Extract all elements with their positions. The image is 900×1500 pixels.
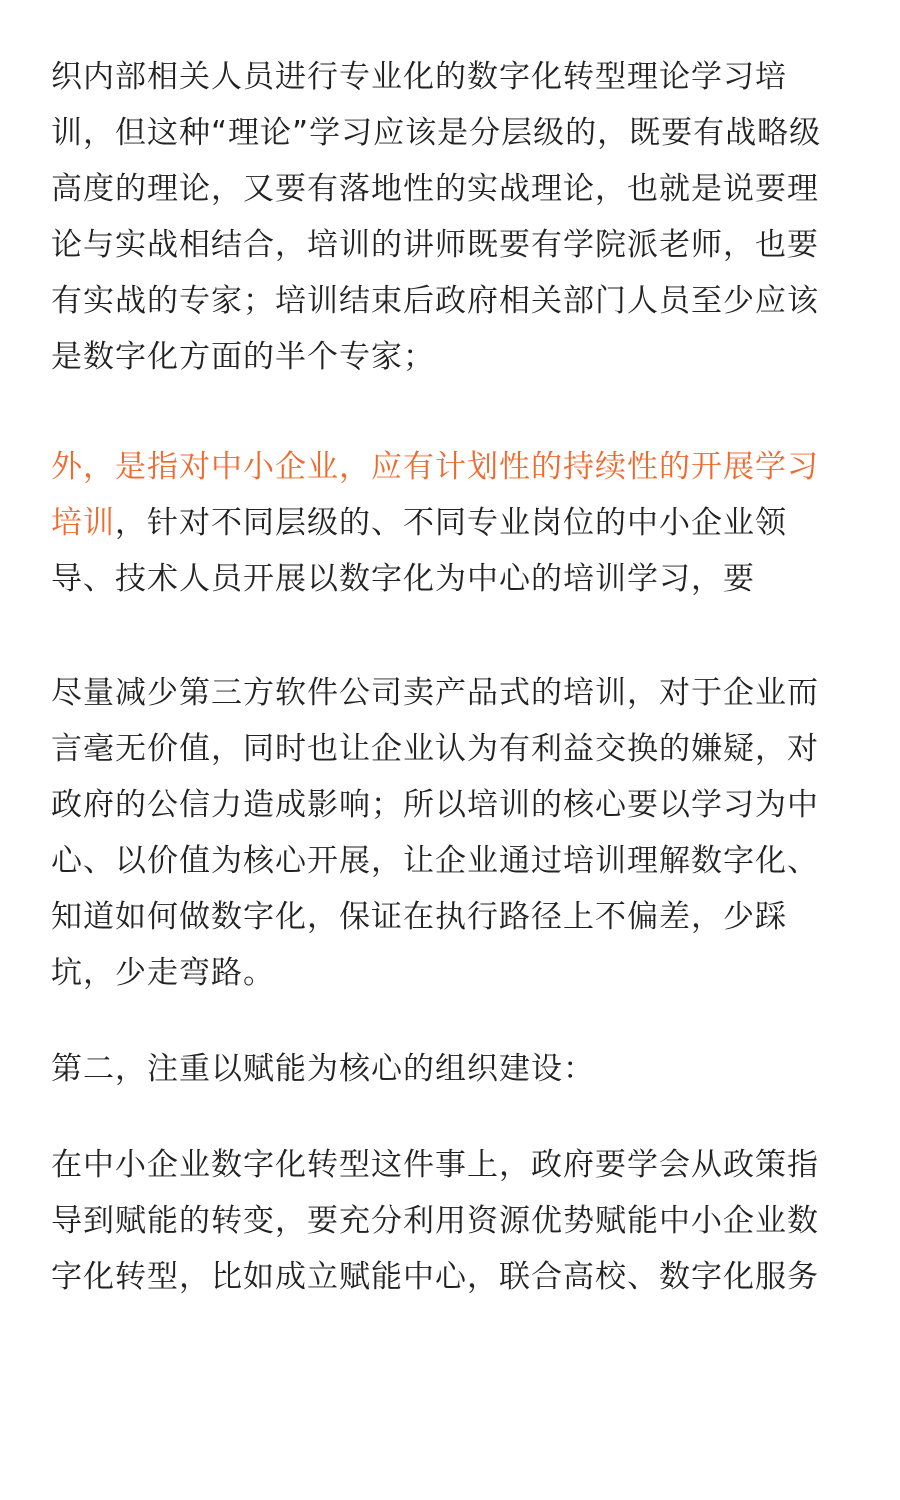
text-line: 政府的公信力造成影响；所以培训的核心要以学习为中	[51, 787, 819, 823]
text-line: 高度的理论，又要有落地性的实战理论，也就是说要理	[51, 171, 819, 207]
text-line: 导到赋能的转变，要充分利用资源优势赋能中小企业数	[51, 1203, 819, 1239]
text-line: 第二，注重以赋能为核心的组织建设：	[51, 1051, 595, 1087]
text-line: 心、以价值为核心开展，让企业通过培训理解数字化、	[51, 843, 819, 879]
paragraph-spacer	[51, 1097, 851, 1137]
highlighted-text-line: 外，是指对中小企业，应有计划性的持续性的开展学习	[51, 449, 819, 485]
paragraph-spacer	[51, 385, 851, 439]
text-line: 织内部相关人员进行专业化的数字化转型理论学习培	[51, 59, 787, 95]
text-line: 是数字化方面的半个专家；	[51, 339, 435, 375]
paragraph-spacer	[51, 607, 851, 665]
paragraph-sme-training	[51, 439, 851, 607]
text-line: 论与实战相结合，培训的讲师既要有学院派老师，也要	[51, 227, 819, 263]
text-line	[51, 495, 851, 551]
text-line: 在中小企业数字化转型这件事上，政府要学会从政策指	[51, 1147, 819, 1183]
paragraph-third-party-training	[51, 665, 851, 1001]
text-line: 训，但这种“理论”学习应该是分层级的，既要有战略级	[51, 115, 822, 151]
text-line: 字化转型，比如成立赋能中心，联合高校、数字化服务	[51, 1259, 819, 1295]
text-line: 有实战的专家；培训结束后政府相关部门人员至少应该	[51, 283, 819, 319]
paragraph-spacer	[51, 1001, 851, 1041]
text-line: 坑，少走弯路。	[51, 955, 275, 991]
text-line: 尽量减少第三方软件公司卖产品式的培训，对于企业而	[51, 675, 819, 711]
text-line: 知道如何做数字化，保证在执行路径上不偏差，少踩	[51, 899, 787, 935]
highlighted-text: 培训	[51, 505, 115, 541]
paragraph-empowerment	[51, 1137, 851, 1305]
section-heading-second	[51, 1041, 851, 1097]
text-fragment: ，针对不同层级的、不同专业岗位的中小企业领	[115, 505, 787, 541]
text-line: 导、技术人员开展以数字化为中心的培训学习，要	[51, 561, 755, 597]
paragraph-training-theory	[51, 49, 851, 385]
text-line: 言毫无价值，同时也让企业认为有利益交换的嫌疑，对	[51, 731, 819, 767]
article-body	[51, 49, 851, 1305]
